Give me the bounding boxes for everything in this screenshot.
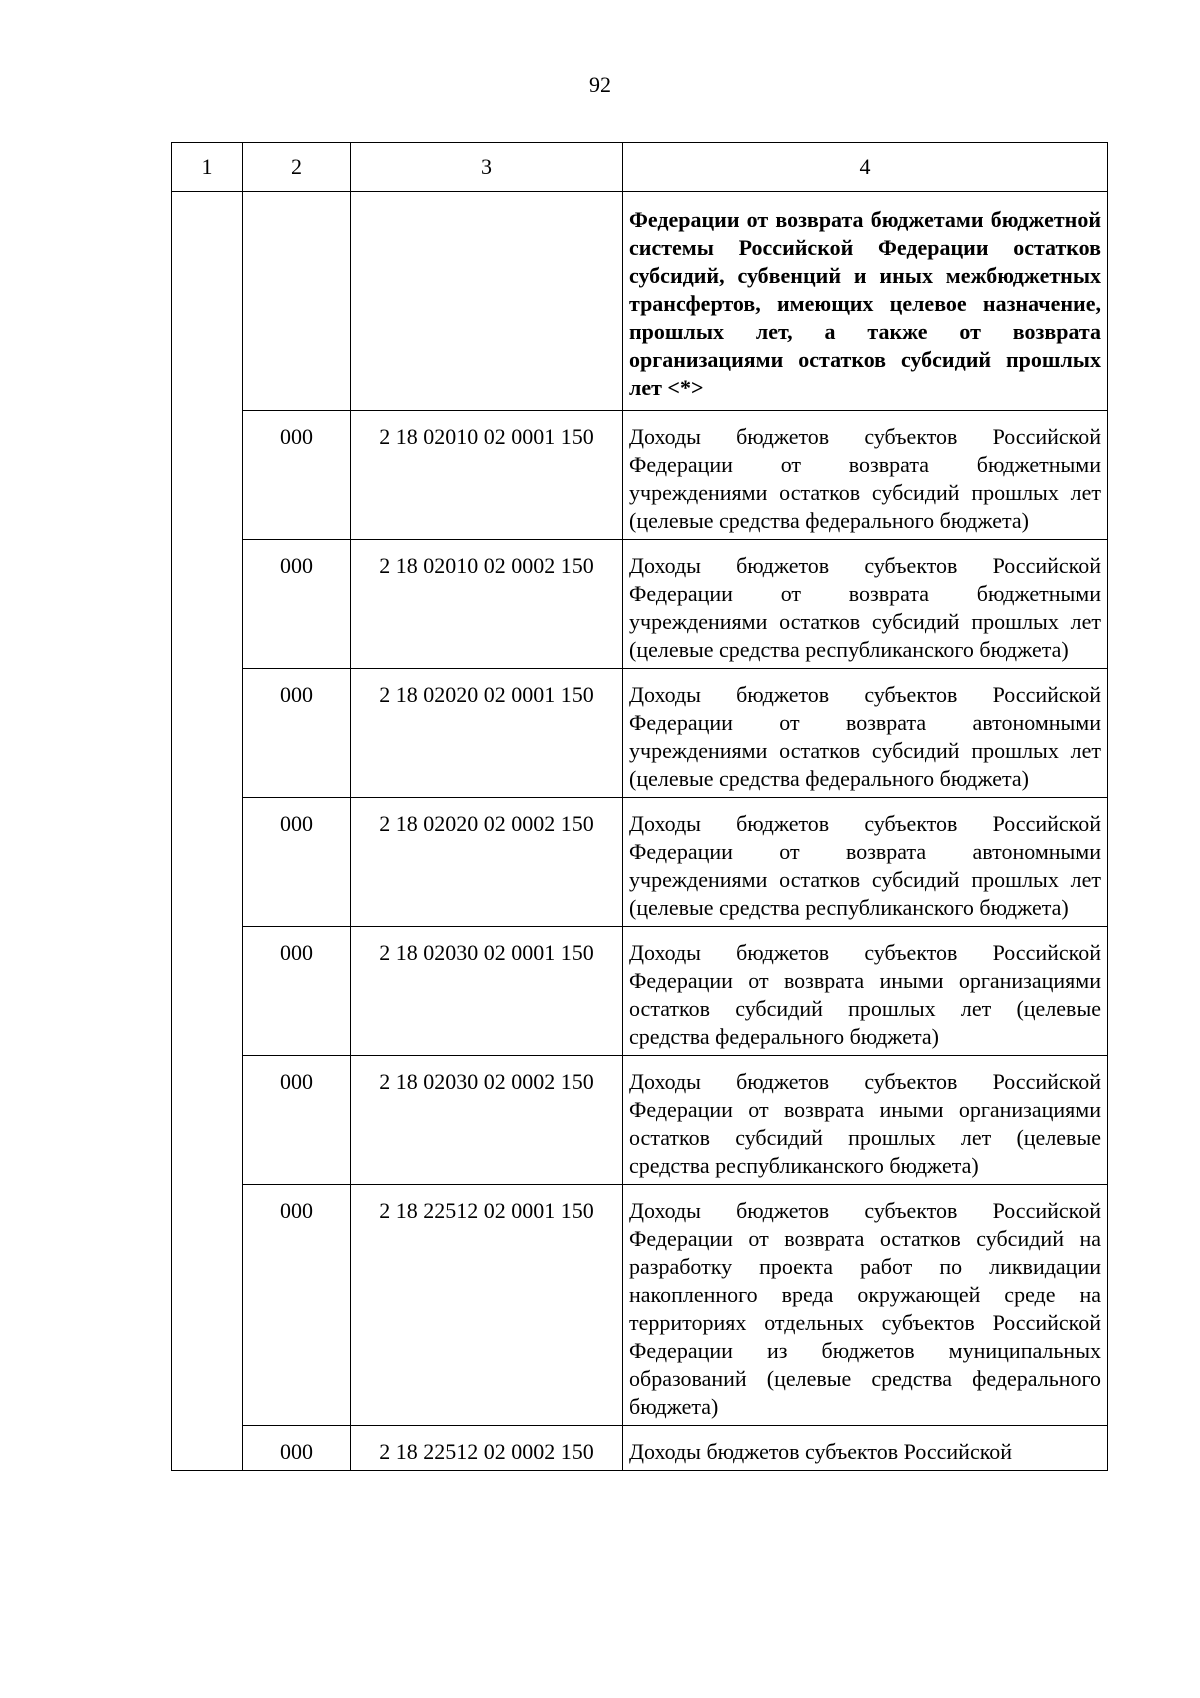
table-header-row — [172, 143, 1108, 192]
budget-code: 2 18 02030 02 0001 150 — [351, 927, 623, 1056]
income-description: Доходы бюджетов субъектов Российской Федерации от возврата автономными учреждениями остатков субсидий прошлых лет (целевые средства федерального бюджета) — [623, 669, 1108, 798]
admin-code: 000 — [243, 540, 351, 669]
income-description: Доходы бюджетов субъектов Российской — [623, 1426, 1108, 1471]
header-col-1: 1 — [172, 143, 243, 192]
table-row — [172, 411, 1108, 540]
admin-code: 000 — [243, 927, 351, 1056]
admin-code: 000 — [243, 669, 351, 798]
empty-cell — [351, 192, 623, 411]
budget-code: 2 18 02010 02 0001 150 — [351, 411, 623, 540]
income-description: Доходы бюджетов субъектов Российской Федерации от возврата остатков субсидий на разработку проекта работ по ликвидации накопленного вреда окружающей среде на территориях отдельных субъектов Российской Федерации из бюджетов муниципальных образований (целевые средства федерального бюджета) — [623, 1185, 1108, 1426]
table-row — [172, 540, 1108, 669]
budget-code: 2 18 02020 02 0002 150 — [351, 798, 623, 927]
table-row — [172, 1056, 1108, 1185]
budget-code: 2 18 22512 02 0002 150 — [351, 1426, 623, 1471]
table-row — [172, 1185, 1108, 1426]
income-description: Доходы бюджетов субъектов Российской Федерации от возврата бюджетными учреждениями остатков субсидий прошлых лет (целевые средства республиканского бюджета) — [623, 540, 1108, 669]
table-row — [172, 798, 1108, 927]
header-col-4: 4 — [623, 143, 1108, 192]
table-row — [172, 1426, 1108, 1471]
admin-code: 000 — [243, 798, 351, 927]
col-1-merged-cell — [172, 192, 243, 1471]
income-description: Доходы бюджетов субъектов Российской Федерации от возврата автономными учреждениями остатков субсидий прошлых лет (целевые средства республиканского бюджета) — [623, 798, 1108, 927]
table-row — [172, 927, 1108, 1056]
income-description: Доходы бюджетов субъектов Российской Федерации от возврата иными организациями остатков субсидий прошлых лет (целевые средства республиканского бюджета) — [623, 1056, 1108, 1185]
budget-code: 2 18 02020 02 0001 150 — [351, 669, 623, 798]
budget-code: 2 18 22512 02 0001 150 — [351, 1185, 623, 1426]
income-description: Доходы бюджетов субъектов Российской Федерации от возврата бюджетными учреждениями остатков субсидий прошлых лет (целевые средства федерального бюджета) — [623, 411, 1108, 540]
admin-code: 000 — [243, 1185, 351, 1426]
admin-code: 000 — [243, 411, 351, 540]
budget-code: 2 18 02010 02 0002 150 — [351, 540, 623, 669]
header-col-3: 3 — [351, 143, 623, 192]
continuation-text: Федерации от возврата бюджетами бюджетной системы Российской Федерации остатков субсидий, субвенций и иных межбюджетных трансфертов, имеющих целевое назначение, прошлых лет, а также от возврата организациями остатков субсидий прошлых лет <*> — [623, 192, 1108, 411]
budget-codes-table — [171, 142, 1108, 1471]
admin-code: 000 — [243, 1056, 351, 1185]
table-row-continuation — [172, 192, 1108, 411]
header-col-2: 2 — [243, 143, 351, 192]
table-row — [172, 669, 1108, 798]
budget-code: 2 18 02030 02 0002 150 — [351, 1056, 623, 1185]
admin-code: 000 — [243, 1426, 351, 1471]
page-number: 92 — [589, 72, 611, 97]
empty-cell — [243, 192, 351, 411]
income-description: Доходы бюджетов субъектов Российской Федерации от возврата иными организациями остатков субсидий прошлых лет (целевые средства федерального бюджета) — [623, 927, 1108, 1056]
